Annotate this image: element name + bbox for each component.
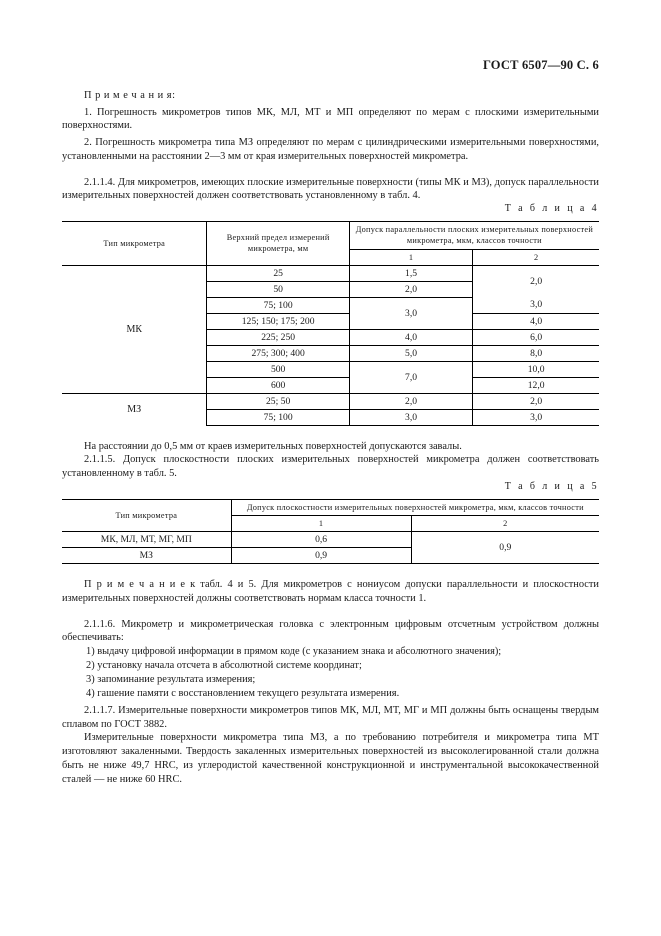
cell-class2: 10,0 <box>473 361 599 377</box>
note-item-2: 2. Погрешность микрометра типа МЗ определяют по мерам с цилиндрическими измерительными поверхностями, установленными на расстоянии 2—3 мм от края измерительных поверхностей микрометра. <box>62 137 599 162</box>
cell-limit: 75; 100 <box>207 297 349 313</box>
table-4-parallelism-tolerance <box>62 221 599 426</box>
table-row-header-top <box>62 499 599 515</box>
cell-limit: 600 <box>207 377 349 393</box>
table-5-caption: Т а б л и ц а 5 <box>504 480 599 492</box>
cell-limit: 125; 150; 175; 200 <box>207 313 349 329</box>
cell-class2: 4,0 <box>473 313 599 329</box>
cell-limit: 75; 100 <box>207 409 349 425</box>
table-5-header-group: Допуск плоскостности измерительных поверхностей микрометра, мкм, классов точности <box>231 499 599 515</box>
page-content <box>62 58 599 786</box>
cell-class2: 12,0 <box>473 377 599 393</box>
table-5-header-class-2: 2 <box>411 516 599 532</box>
clause-2-1-1-4: 2.1.1.4. Для микрометров, имеющих плоские измерительные поверхности (типы МК и МЗ), допуск параллельности измерительных поверхностей должен соответствовать установленному в табл. 4. <box>62 176 599 202</box>
table-4-header-limit: Верхний предел измерений микрометра, мм <box>207 222 349 266</box>
cell-class2: 0,9 <box>411 532 599 564</box>
cell-type: МК, МЛ, МТ, МГ, МП <box>62 532 231 548</box>
cell-class1: 2,0 <box>349 281 473 297</box>
list-item: 2) установку начала отсчета в абсолютной системе координат; <box>86 660 362 672</box>
table-5-flatness-tolerance <box>62 499 599 564</box>
cell-type: МК <box>126 323 143 335</box>
cell-limit: 25 <box>207 265 349 281</box>
cell-type: МЗ <box>62 548 231 564</box>
para-hardness: Измерительные поверхности микрометра типа МЗ, а по требованию потребителя и микрометра типа МТ изготовляют закаленными. Твердость закаленных измерительных поверхностей из высоколегированной стали должна быть не ниже 49,7 HRC, из углеродистой качественной конструкционной и инструментальной высококачественной сталей — не ниже 60 HRC. <box>62 732 599 785</box>
cell-class2: 6,0 <box>473 329 599 345</box>
list-item: 3) запоминание результата измерения; <box>86 674 256 686</box>
table-4-caption: Т а б л и ц а 4 <box>504 203 599 215</box>
cell-limit: 275; 300; 400 <box>207 345 349 361</box>
cell-class1: 3,0 <box>349 297 473 329</box>
table-4-header-class-2: 2 <box>473 249 599 265</box>
notes-title: П р и м е ч а н и я: <box>84 90 176 101</box>
note-tables-4-5: П р и м е ч а н и е к табл. 4 и 5. Для микрометров с нониусом допуски параллельности и плоскостности измерительных поверхностей должны соответствовать нормам класса точности 1. <box>62 579 599 605</box>
cell-class2: 3,0 <box>473 409 599 425</box>
cell-limit: 25; 50 <box>207 393 349 409</box>
cell-class1: 1,5 <box>349 265 473 281</box>
list-item: 4) гашение памяти с восстановлением текущего результата измерения. <box>86 688 400 700</box>
clause-2-1-1-7: 2.1.1.7. Измерительные поверхности микрометров типов МК, МЛ, МТ, МГ и МП должны быть оснащены твердым сплавом по ГОСТ 3882. <box>62 704 599 730</box>
cell-limit: 50 <box>207 281 349 297</box>
cell-class1: 3,0 <box>349 409 473 425</box>
cell-limit: 225; 250 <box>207 329 349 345</box>
cell-class2: 2,0 <box>473 265 599 297</box>
note-item-1: 1. Погрешность микрометров типов МК, МЛ, МТ и МП определяют по мерам с плоскими измерительными поверхностями. <box>62 106 599 132</box>
cell-class1: 0,9 <box>231 548 411 564</box>
table-4-header-type: Тип микрометра <box>62 222 207 266</box>
cell-class2: 2,0 <box>473 393 599 409</box>
cell-class1: 2,0 <box>349 393 473 409</box>
table-row-header-top <box>62 222 599 249</box>
table-4-header-class-1: 1 <box>349 249 473 265</box>
cell-limit: 500 <box>207 361 349 377</box>
cell-class2: 8,0 <box>473 345 599 361</box>
cell-class1: 0,6 <box>231 532 411 548</box>
cell-class1: 4,0 <box>349 329 473 345</box>
table-row <box>62 265 599 281</box>
table-5-header-type: Тип микрометра <box>62 499 231 531</box>
para-zavaly: На расстоянии до 0,5 мм от краев измерительных поверхностей допускаются завалы. <box>84 440 462 452</box>
table-row <box>62 393 599 409</box>
cell-class2: 3,0 <box>473 297 599 313</box>
clause-2-1-1-6-intro: 2.1.1.6. Микрометр и микрометрическая головка с электронным цифровым отсчетным устройством должны обеспечивать: <box>62 618 599 644</box>
list-item: 1) выдачу цифровой информации в прямом коде (с указанием знака и абсолютного значения); <box>86 646 502 658</box>
table-5-header-class-1: 1 <box>231 516 411 532</box>
cell-class1: 5,0 <box>349 345 473 361</box>
cell-type: МЗ <box>62 393 207 425</box>
clause-2-1-1-5: 2.1.1.5. Допуск плоскостности плоских измерительных поверхностей микрометра должен соответствовать установленному в табл. 5. <box>62 454 599 480</box>
table-4-header-group: Допуск параллельности плоских измерительных поверхностей микрометра, мкм, классов точности <box>349 222 599 249</box>
document-header: ГОСТ 6507—90 С. 6 <box>482 58 599 72</box>
cell-class1: 7,0 <box>349 361 473 393</box>
table-row <box>62 532 599 548</box>
